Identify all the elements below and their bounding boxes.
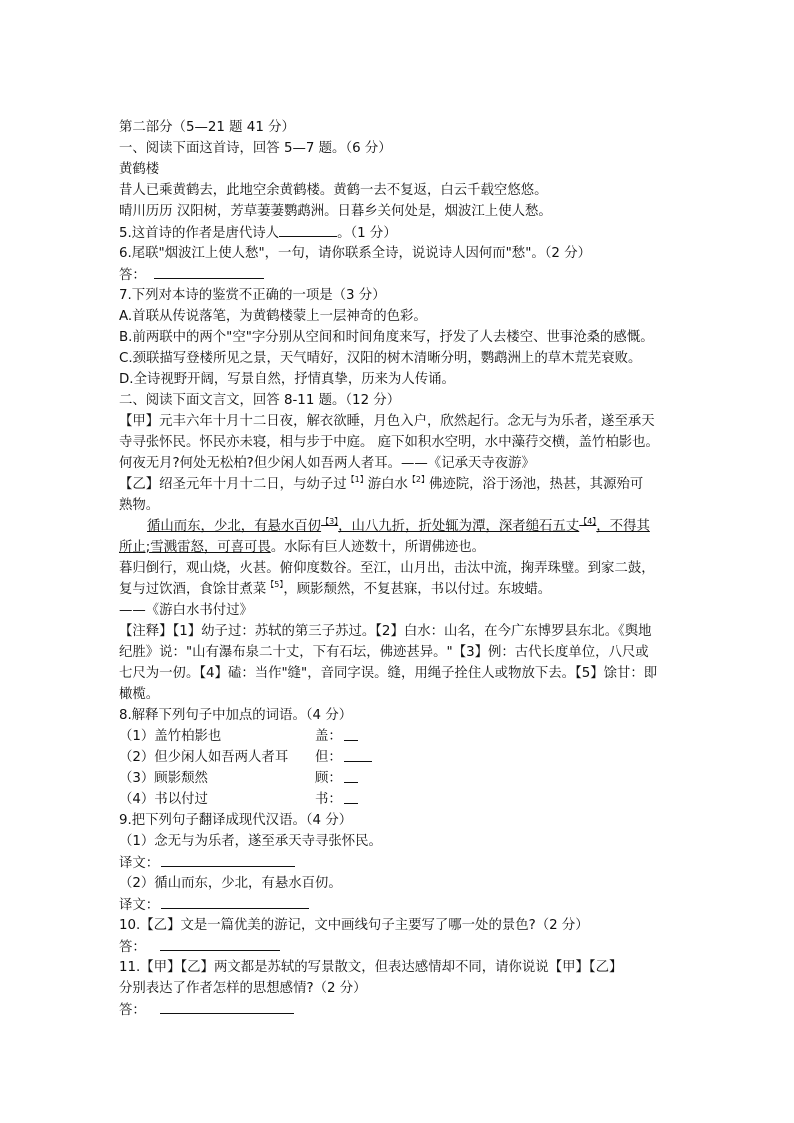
answer-label: 答： [119, 268, 146, 283]
q8-item [119, 789, 679, 810]
answer-label: 答： [119, 940, 146, 955]
notes-line-3: 七尺为一仞。【4】磕：当作"缝"，音同字误。缝，用绳子拴住人或物放下去。【5】馀甘：即 [119, 666, 658, 681]
underlined-sentence: ，不得其 [596, 519, 650, 534]
answer-blank[interactable] [344, 768, 358, 783]
passage-text: 。水际有巨人迹数十，所谓佛迹也。 [270, 540, 486, 555]
answer-blank[interactable] [279, 222, 337, 237]
q9-sentence-2: （2）循山而东，少北，有悬水百仞。 [119, 876, 342, 891]
question-11-line-2: 分别表达了作者怎样的思想感情?（2 分） [119, 981, 367, 996]
question-5-text: 5.这首诗的作者是唐代诗人 [119, 226, 280, 241]
answer-line [119, 264, 679, 285]
answer-blank[interactable] [160, 936, 280, 951]
passage-text: 【乙】绍圣元年十月十二日，与幼子过 [119, 477, 347, 492]
answer-blank[interactable] [344, 747, 372, 762]
question-10: 10.【乙】文是一篇优美的游记，文中画线句子主要写了哪一处的景色?（2 分） [119, 918, 589, 933]
passage-yi-line-6 [119, 579, 679, 600]
underlined-sentence: ，山八九折，折处辄为潭，深者缒石五丈 [338, 519, 580, 534]
passage-text: 游白水 [367, 477, 408, 492]
q8-item [119, 768, 679, 789]
translation-label: 译文： [119, 856, 160, 871]
q9-sentence-1: （1）念无与为乐者，遂至承天寺寻张怀民。 [119, 834, 382, 849]
passage-yi-line-1 [119, 474, 679, 495]
answer-blank[interactable] [160, 999, 294, 1014]
q8-sentence: （3）顾影颓然 [119, 771, 208, 786]
option-b: B.前两联中的两个"空"字分别从空间和时间角度来写，抒发了人去楼空、世事沧桑的感慨。 [119, 330, 654, 345]
passage-jia-line-2: 寺寻张怀民。怀民亦未寝，相与步于中庭。 庭下如积水空明，水中藻荇交横，盖竹柏影也。 [119, 435, 659, 450]
q8-word: 盖： [315, 729, 342, 744]
q8-sentence: （2）但少闲人如吾两人者耳 [119, 750, 289, 765]
question-11-line-1: 11.【甲】【乙】两文都是苏轼的写景散文，但表达感情却不同，请你说说【甲】【乙】 [119, 960, 623, 975]
q8-word: 但： [315, 750, 342, 765]
poem-line-2: 晴川历历 汉阳树，芳草萋萋鹦鹉洲。日暮乡关何处是，烟波江上使人愁。 [119, 204, 552, 219]
section1-heading: 一、阅读下面这首诗，回答 5—7 题。（6 分） [119, 141, 392, 156]
q8-sentence: （1）盖竹柏影也 [119, 729, 222, 744]
q8-sentence: （4）书以付过 [119, 792, 208, 807]
option-c: C.颈联描写登楼所见之景，天气晴好，汉阳的树木清晰分明，鹦鹉洲上的草木荒芜衰败。 [119, 351, 642, 366]
option-d: D.全诗视野开阔，写景自然，抒情真挚，历来为人传诵。 [119, 372, 455, 387]
poem-title: 黄鹤楼 [119, 162, 160, 177]
answer-line [119, 936, 679, 957]
part-title: 第二部分（5—21 题 41 分） [119, 120, 295, 135]
option-a: A.首联从传说落笔，为黄鹤楼蒙上一层神奇的色彩。 [119, 309, 427, 324]
section2-heading: 二、阅读下面文言文，回答 8-11 题。（12 分） [119, 393, 401, 408]
question-5 [119, 222, 679, 243]
footnote-mark: 【4】 [579, 517, 597, 526]
translation-line [119, 894, 679, 915]
passage-yi-line-4 [119, 537, 679, 558]
passage-yi-source: ——《游白水书付过》 [119, 603, 253, 618]
notes-line-2: 纪胜》说："山有瀑布泉二十丈，下有石坛，佛迹甚异。"【3】例：古代长度单位，八尺或 [119, 645, 649, 660]
passage-text: 复与过饮酒，食馀甘煮菜 [119, 582, 267, 597]
answer-label: 答： [119, 1003, 146, 1018]
footnote-mark: 【2】 [407, 475, 429, 484]
passage-yi-line-3 [119, 516, 679, 537]
passage-text: 佛迹院，浴于汤池，热甚，其源殆可 [429, 477, 644, 492]
question-5-score: 。（1 分） [337, 226, 397, 241]
question-7: 7.下列对本诗的鉴赏不正确的一项是（3 分） [119, 288, 386, 303]
question-6: 6.尾联"烟波江上使人愁"，一句，请你联系全诗，说说诗人因何而"愁"。（2 分） [119, 246, 591, 261]
translation-line [119, 852, 679, 873]
answer-blank[interactable] [161, 852, 295, 867]
passage-yi-line-2: 熟物。 [119, 498, 160, 513]
q8-word: 顾： [315, 771, 342, 786]
exam-page [119, 117, 679, 1020]
underlined-sentence: 所止;雪溅雷怒，可喜可畏 [119, 540, 271, 555]
footnote-mark: 【1】 [346, 475, 368, 484]
passage-jia-line-3: 何夜无月?何处无松柏?但少闲人如吾两人者耳。——《记承天寺夜游》 [119, 456, 535, 471]
passage-yi-line-5: 暮归倒行，观山烧，火甚。俯仰度数谷。至江，山月出，击汰中流，掬弄珠璧。到家二鼓， [119, 561, 655, 576]
q8-word: 书： [315, 792, 342, 807]
q8-item [119, 726, 679, 747]
poem-line-1: 昔人已乘黄鹤去，此地空余黄鹤楼。黄鹤一去不复返，白云千载空悠悠。 [119, 183, 548, 198]
answer-blank[interactable] [154, 264, 264, 279]
answer-blank[interactable] [161, 894, 309, 909]
footnote-mark: 【3】 [321, 517, 339, 526]
notes-line-4: 橄榄。 [119, 687, 160, 702]
underlined-sentence: 循山而东，少北，有悬水百仞 [147, 519, 322, 534]
q8-item [119, 747, 679, 768]
question-8: 8.解释下列句子中加点的词语。（4 分） [119, 708, 353, 723]
answer-blank[interactable] [344, 789, 358, 804]
footnote-mark: 【5】 [266, 580, 284, 589]
notes-line-1: 【注释】【1】幼子过：苏轼的第三子苏过。【2】白水：山名，在今广东博罗县东北。《舆地 [119, 624, 652, 639]
translation-label: 译文： [119, 898, 160, 913]
passage-text: ，顾影颓然，不复甚寐，书以付过。东坡蜡。 [283, 582, 552, 597]
question-9: 9.把下列句子翻译成现代汉语。（4 分） [119, 813, 353, 828]
answer-line [119, 999, 679, 1020]
answer-blank[interactable] [344, 726, 358, 741]
passage-jia-line-1: 【甲】元丰六年十月十二日夜，解衣欲睡，月色入户，欣然起行。念无与为乐者，遂至承天 [119, 414, 655, 429]
